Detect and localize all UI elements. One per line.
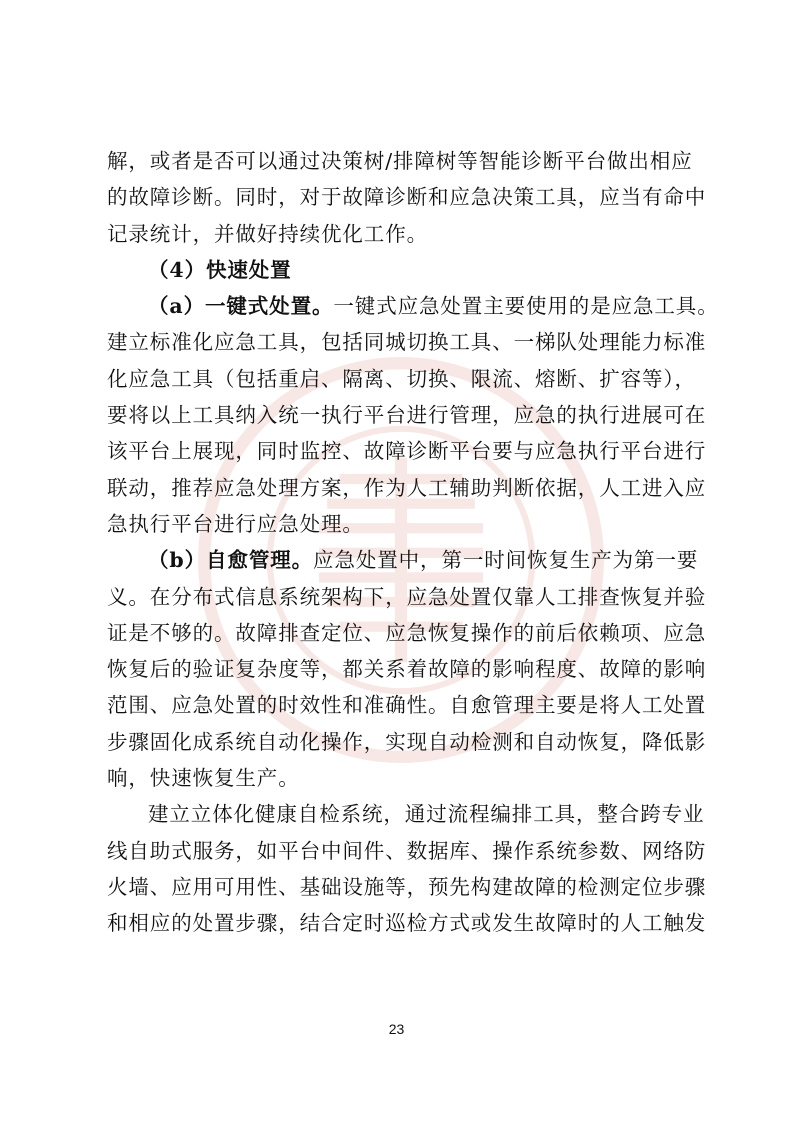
paragraph-self-healing	[107, 542, 707, 796]
subheading-one-click: （a）一键式处置。	[148, 294, 334, 319]
text-line: 急执行平台进行应急处理。	[107, 511, 364, 536]
text-line: 线自助式服务，如平台中间件、数据库、操作系统参数、网络防	[107, 838, 707, 863]
text-line: 范围、应急处置的时效性和准确性。自愈管理主要是将人工处置	[107, 693, 707, 718]
text-line: 火墙、应用可用性、基础设施等，预先构建故障的检测定位步骤	[107, 874, 707, 899]
text-span: 一键式应急处置主要使用的是应急工具。	[333, 294, 719, 319]
text-line: 联动，推荐应急处理方案，作为人工辅助判断依据，人工进入应	[107, 475, 707, 500]
text-line	[107, 542, 699, 578]
text-line: 和相应的处置步骤，结合定时巡检方式或发生故障时的人工触发	[107, 911, 707, 936]
paragraph-one-click-response	[107, 288, 719, 542]
text-line: 解，或者是否可以通过决策树/排障树等智能诊断平台做出相应	[107, 149, 693, 173]
text-line: 建立立体化健康自检系统，通过流程编排工具，整合跨专业	[148, 802, 705, 827]
text-line: 建立标准化应急工具，包括同城切换工具、一梯队处理能力标准	[107, 330, 707, 355]
text-line: 步骤固化成系统自动化操作，实现自动检测和自动恢复，降低影	[107, 729, 707, 754]
text-line: 的故障诊断。同时，对于故障诊断和应急决策工具，应当有命中	[107, 185, 707, 210]
section-heading-quick-response: （4）快速处置	[148, 257, 292, 282]
text-line: 恢复后的验证复杂度等，都关系着故障的影响程度、故障的影响	[107, 657, 707, 682]
text-line: 化应急工具（包括重启、隔离、切换、限流、熔断、扩容等），	[107, 366, 696, 391]
subheading-self-healing: （b）自愈管理。	[148, 548, 314, 573]
paragraph-health-self-check	[107, 796, 707, 941]
text-line: 要将以上工具纳入统一执行平台进行管理，应急的执行进展可在	[107, 403, 707, 428]
paragraph-diagnosis-continued	[107, 143, 707, 252]
text-line: 义。在分布式信息系统架构下，应急处置仅靠人工排查恢复并验	[107, 584, 707, 609]
document-body	[107, 143, 719, 942]
text-line: 证是不够的。故障排查定位、应急恢复操作的前后依赖项、应急	[107, 620, 707, 645]
text-span: 应急处置中，第一时间恢复生产为第一要	[313, 548, 699, 573]
text-line: 该平台上展现，同时监控、故障诊断平台要与应急执行平台进行	[107, 439, 707, 464]
page-number: 23	[388, 1021, 405, 1037]
text-line: 记录统计，并做好持续优化工作。	[107, 221, 428, 246]
text-line: 响，快速恢复生产。	[107, 766, 300, 791]
text-line	[107, 288, 719, 324]
